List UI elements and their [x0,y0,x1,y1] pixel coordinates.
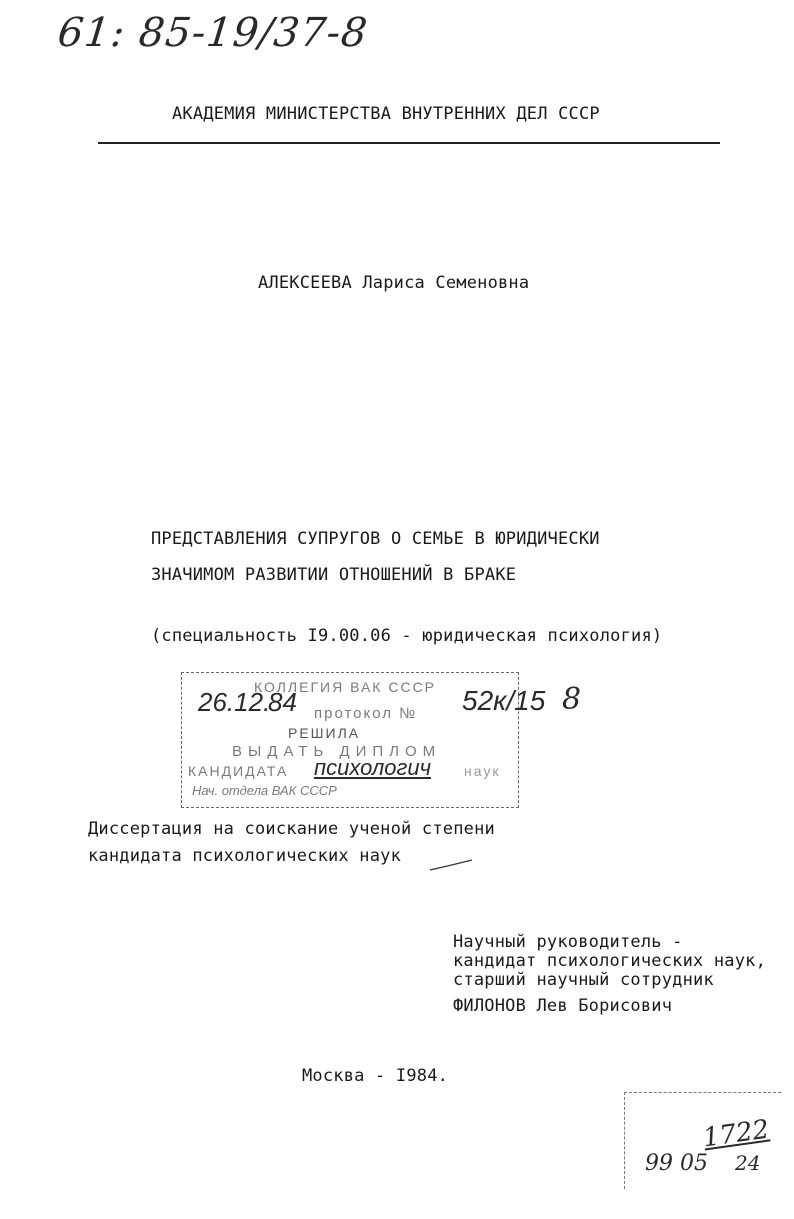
stamp-protocol-label: протокол № [314,705,418,722]
degree-statement-line-2: кандидата психологических наук [88,846,402,866]
specialty-line: (специальность I9.00.06 - юридическая психология) [151,626,663,646]
city-and-year: Москва - I984. [302,1066,449,1086]
supervisor-role: Научный руководитель - [453,932,683,952]
institution-name: АКАДЕМИЯ МИНИСТЕРСТВА ВНУТРЕННИХ ДЕЛ СССР [172,104,600,124]
degree-statement-line-1: Диссертация на соискание ученой степени [88,819,495,839]
stamp-date-handwritten: 26.12. [198,687,271,717]
archive-number-handwritten: 1722 [701,1114,771,1154]
dissertation-title-line-1: ПРЕДСТАВЛЕНИЯ СУПРУГОВ О СЕМЬЕ В ЮРИДИЧЕСКИ [151,529,600,549]
archive-extra-handwritten: 24 [735,1151,761,1175]
stamp-year-handwritten: 84 [268,687,297,717]
supervisor-position: старший научный сотрудник [453,970,714,990]
stamp-field-handwritten: психологич [314,755,431,780]
stamp-line-decided: РЕШИЛА [288,725,361,741]
stamp-line-sciences: наук [464,763,501,779]
stamp-protocol-number-handwritten: 52к/15 [462,685,546,716]
stamp-line-college: КОЛЛЕГИЯ ВАК СССР [254,679,437,695]
handwritten-catalog-code: 61: 85-19/37-8 [55,10,371,56]
supervisor-degree: кандидат психологических наук, [453,951,767,971]
dissertation-title-line-2: ЗНАЧИМОМ РАЗВИТИИ ОТНОШЕНИЙ В БРАКЕ [151,565,517,585]
archive-date-handwritten: 99 05 [645,1151,708,1176]
archive-stamp [624,1092,781,1189]
pen-stroke [428,858,474,872]
stamp-handwritten-mark: 8 [562,682,582,717]
supervisor-name: ФИЛОНОВ Лев Борисович [453,996,673,1016]
vak-approval-stamp [181,672,546,808]
stamp-line-candidate: КАНДИДАТА [188,763,289,779]
author-name: АЛЕКСЕЕВА Лариса Семеновна [258,273,530,293]
header-rule [98,142,720,144]
stamp-line-issue-diploma: ВЫДАТЬ ДИПЛОМ [232,743,442,760]
stamp-line-head-of-department: Нач. отдела ВАК СССР [192,783,337,798]
